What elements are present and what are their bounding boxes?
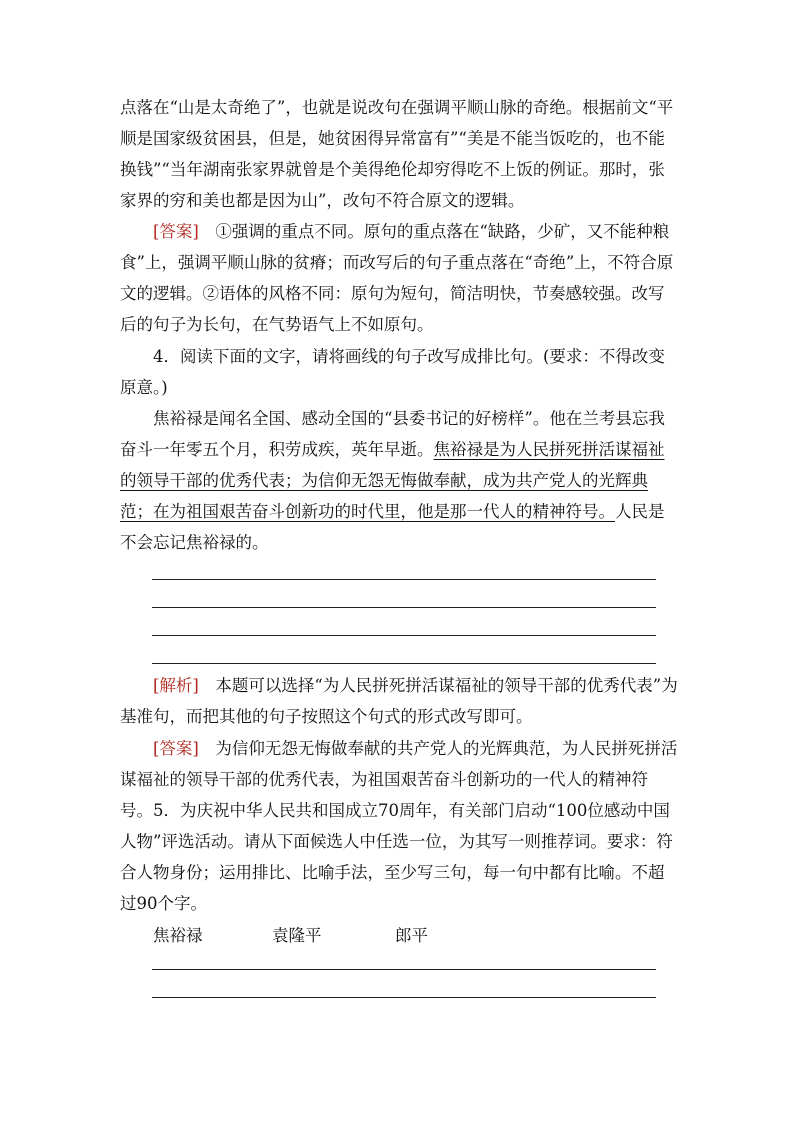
analysis-continuation: 点落在“山是太奇绝了”，也就是说改句在强调平顺山脉的奇绝。根据前文“平顺是国家级贫困县，但是，她贫困得异常富有”“美是不能当饭吃的，也不能换钱”“当年湖南张家界就曾是个美得绝伦却穷得吃不上饭的例证。那时，张家界的穷和美也都是因为山”，改句不符合原文的逻辑。 <box>120 98 674 210</box>
question-4-analysis <box>120 670 680 732</box>
question-4-passage <box>120 403 680 558</box>
analysis-text: 本题可以选择“为人民拼死拼活谋福祉的领导干部的优秀代表”为基准句，而把其他的句子按照这个句式的形式改写即可。 <box>120 676 678 726</box>
answer-line-3[interactable] <box>152 635 656 636</box>
candidate-yuan-longping: 袁隆平 <box>272 926 322 945</box>
answer-4-text: 为信仰无怨无悔做奉献的共产党人的光辉典范，为人民拼死拼活谋福祉的领导干部的优秀代表，为祖国艰苦奋斗创新功的一代人的精神符号。 <box>120 739 678 820</box>
answer-line-4[interactable] <box>152 663 656 664</box>
candidate-lang-ping: 郎平 <box>395 926 428 945</box>
answer-line-5[interactable] <box>152 969 656 970</box>
candidate-jiao-yulu: 焦裕禄 <box>153 926 203 945</box>
answer-line-1[interactable] <box>152 579 656 580</box>
answer-3 <box>120 216 680 340</box>
answer-line-2[interactable] <box>152 607 656 608</box>
underlined-sentences: 焦裕禄是为人民拼死拼活谋福祉的领导干部的优秀代表；为信仰无怨无悔做奉献，成为共产党人的光辉典范；在为祖国艰苦奋斗创新功的时代里，他是那一代人的精神符号。 <box>120 440 665 521</box>
question-5-prompt: 5．为庆祝中华人民共和国成立70周年，有关部门启动“100位感动中国人物”评选活动。请从下面候选人中任选一位，为其写一则推荐词。要求：符合人物身份；运用排比、比喻手法，至少写三句，每一句中都有比喻。不超过90个字。 <box>120 801 673 913</box>
analysis-tag: [解析] <box>153 676 199 695</box>
question-4-prompt: 4．阅读下面的文字，请将画线的句子改写成排比句。(要求：不得改变原意。) <box>120 347 665 397</box>
passage-intro: 焦裕禄是闻名全国、感动全国的“县委书记的好榜样”。他在兰考县忘我奋斗一年零五个月，积劳成疾，英年早逝。 <box>120 409 665 459</box>
answer-tag: [答案] <box>153 739 199 758</box>
answer-line-6[interactable] <box>152 997 656 998</box>
passage-end: 人民是不会忘记焦裕禄的。 <box>120 502 665 552</box>
answer-tag: [答案] <box>153 222 199 241</box>
answer-3-text: ①强调的重点不同。原句的重点落在“缺路，少矿，又不能种粮食”上，强调平顺山脉的贫瘠；而改写后的句子重点落在“奇绝”上，不符合原文的逻辑。②语体的风格不同：原句为短句，简洁明快，节奏感较强。改写后的句子为长句，在气势语气上不如原句。 <box>120 222 674 334</box>
